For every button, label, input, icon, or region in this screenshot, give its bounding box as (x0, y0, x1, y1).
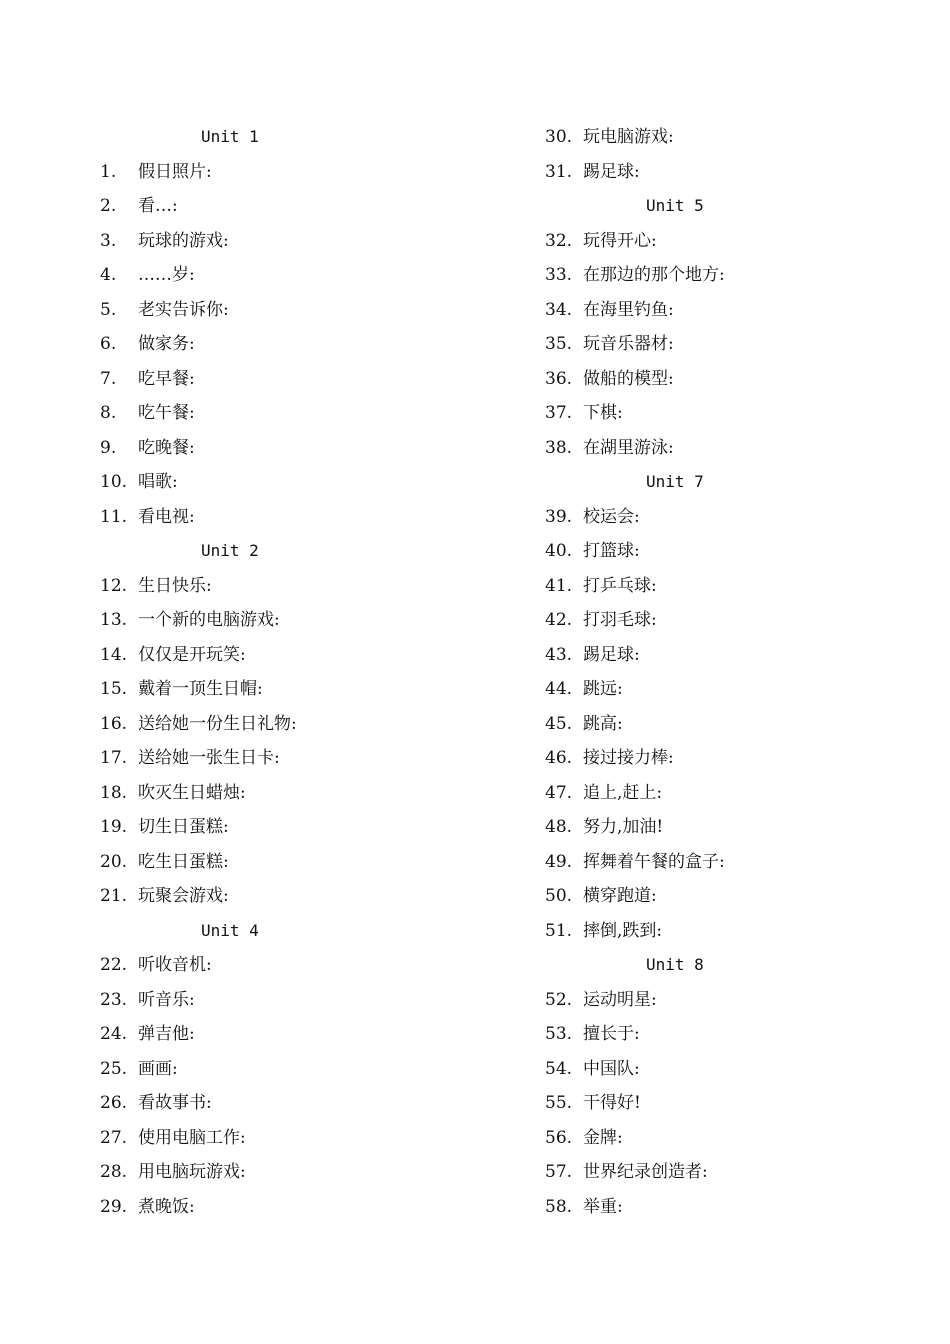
item-number: 19. (100, 817, 128, 837)
item-text: 打乒乓球: (583, 575, 657, 596)
item-text: 世界纪录创造者: (583, 1162, 708, 1182)
item-text: 唱歌: (138, 472, 178, 492)
item-text: 摔倒,跌到: (583, 920, 663, 941)
item-number: 50. (545, 886, 573, 906)
vocab-item (545, 293, 925, 328)
item-text: 举重: (583, 1196, 623, 1217)
unit-heading: Unit 1 (201, 127, 259, 146)
item-text: 看故事书: (138, 1093, 212, 1113)
vocab-item (100, 672, 500, 707)
item-text: 使用电脑工作: (138, 1127, 246, 1148)
item-text: 在湖里游泳: (583, 437, 674, 458)
left-column (100, 120, 500, 1224)
item-text: 老实告诉你: (138, 299, 229, 320)
item-text: 吃晚餐: (138, 437, 195, 458)
unit-heading: Unit 7 (646, 472, 704, 491)
item-text: 校运会: (583, 506, 640, 527)
item-text: 看电视: (138, 506, 195, 527)
item-number: 22. (100, 955, 128, 975)
item-text: 跳远: (583, 679, 623, 699)
vocab-item (100, 603, 500, 638)
item-number: 44. (545, 679, 573, 699)
vocab-item (100, 327, 500, 362)
item-number: 36. (545, 368, 573, 389)
vocab-item (100, 293, 500, 328)
vocab-item (100, 500, 500, 535)
vocab-item (545, 258, 925, 293)
item-text: 做家务: (138, 334, 195, 354)
item-number: 15. (100, 679, 128, 699)
item-number: 48. (545, 817, 573, 837)
vocab-item (100, 1017, 500, 1052)
item-text: ……岁: (138, 265, 195, 285)
vocab-item (100, 1190, 500, 1225)
item-text: 送给她一张生日卡: (138, 748, 280, 768)
item-number: 52. (545, 989, 573, 1010)
item-number: 57. (545, 1162, 573, 1182)
item-number: 35. (545, 334, 573, 354)
vocab-item (545, 707, 925, 742)
item-number: 41. (545, 575, 573, 596)
vocab-item (100, 879, 500, 914)
vocab-item (545, 569, 925, 604)
item-text: 踢足球: (583, 161, 640, 182)
item-text: 假日照片: (138, 161, 212, 182)
vocab-item (545, 845, 925, 880)
item-text: 吃午餐: (138, 403, 195, 423)
item-number: 29. (100, 1196, 128, 1217)
vocab-item (100, 258, 500, 293)
vocab-item (100, 155, 500, 190)
item-number: 47. (545, 782, 573, 803)
vocab-item (100, 810, 500, 845)
item-text: 干得好! (583, 1093, 641, 1113)
item-number: 58. (545, 1196, 573, 1217)
vocab-item (545, 741, 925, 776)
item-number: 9. (100, 437, 117, 458)
vocab-item (545, 500, 925, 535)
item-number: 6. (100, 334, 117, 354)
item-number: 56. (545, 1127, 573, 1148)
item-text: 用电脑玩游戏: (138, 1162, 246, 1182)
item-number: 5. (100, 299, 117, 320)
item-text: 在那边的那个地方: (583, 265, 725, 285)
item-number: 2. (100, 196, 117, 216)
item-text: 打羽毛球: (583, 610, 657, 630)
item-text: 擅长于: (583, 1024, 640, 1044)
item-number: 53. (545, 1024, 573, 1044)
item-number: 1. (100, 161, 117, 182)
item-number: 3. (100, 230, 117, 251)
item-text: 画画: (138, 1058, 178, 1079)
item-text: 玩得开心: (583, 230, 657, 251)
vocab-item (100, 1155, 500, 1190)
vocab-item (545, 396, 925, 431)
vocab-item (545, 1190, 925, 1225)
vocab-item (545, 1052, 925, 1087)
item-number: 34. (545, 299, 573, 320)
item-text: 吹灭生日蜡烛: (138, 782, 246, 803)
item-text: 送给她一份生日礼物: (138, 713, 297, 734)
unit-heading: Unit 4 (201, 920, 259, 940)
item-text: 做船的模型: (583, 368, 674, 389)
vocab-item (545, 1017, 925, 1052)
unit-heading: Unit 8 (646, 955, 704, 974)
item-number: 12. (100, 575, 128, 596)
item-number: 26. (100, 1093, 128, 1113)
vocab-item (545, 638, 925, 673)
item-text: 仅仅是开玩笑: (138, 644, 246, 665)
vocab-item (545, 1155, 925, 1190)
vocab-item (545, 155, 925, 190)
vocab-item (100, 362, 500, 397)
item-text: 下棋: (583, 403, 623, 423)
item-text: 横穿跑道: (583, 886, 657, 906)
item-text: 运动明星: (583, 989, 657, 1010)
vocab-item (100, 983, 500, 1018)
item-text: 弹吉他: (138, 1024, 195, 1044)
item-number: 31. (545, 161, 573, 182)
item-text: 打篮球: (583, 541, 640, 561)
vocab-item (100, 741, 500, 776)
item-number: 38. (545, 437, 573, 458)
vocab-item (545, 327, 925, 362)
vocab-item (100, 465, 500, 500)
item-text: 在海里钓鱼: (583, 299, 674, 320)
vocab-item (100, 224, 500, 259)
right-column (545, 120, 925, 1224)
item-number: 28. (100, 1162, 128, 1182)
item-number: 54. (545, 1058, 573, 1079)
vocab-item (100, 431, 500, 466)
item-text: 听收音机: (138, 955, 212, 975)
item-text: 吃早餐: (138, 368, 195, 389)
vocab-item (100, 1052, 500, 1087)
item-text: 追上,赶上: (583, 782, 663, 803)
vocab-item (545, 983, 925, 1018)
item-text: 吃生日蛋糕: (138, 851, 229, 872)
vocab-item (100, 1086, 500, 1121)
item-text: 玩球的游戏: (138, 230, 229, 251)
item-text: 玩聚会游戏: (138, 886, 229, 906)
vocab-item (545, 362, 925, 397)
vocab-item (545, 534, 925, 569)
item-number: 27. (100, 1127, 128, 1148)
item-number: 33. (545, 265, 573, 285)
item-number: 30. (545, 127, 573, 147)
vocab-item (100, 948, 500, 983)
item-number: 24. (100, 1024, 128, 1044)
item-number: 51. (545, 920, 573, 941)
vocab-item (100, 845, 500, 880)
item-text: 听音乐: (138, 989, 195, 1010)
unit-heading: Unit 5 (646, 196, 704, 215)
vocab-item (545, 879, 925, 914)
item-number: 21. (100, 886, 128, 906)
item-text: 切生日蛋糕: (138, 817, 229, 837)
vocab-item (100, 1121, 500, 1156)
item-number: 42. (545, 610, 573, 630)
item-text: 踢足球: (583, 644, 640, 665)
item-number: 39. (545, 506, 573, 527)
item-text: 努力,加油! (583, 817, 664, 837)
item-number: 32. (545, 230, 573, 251)
item-number: 55. (545, 1093, 573, 1113)
vocab-item (100, 569, 500, 604)
unit-heading: Unit 2 (201, 541, 259, 560)
vocab-item (545, 1121, 925, 1156)
item-text: 看…: (138, 196, 178, 216)
item-number: 18. (100, 782, 128, 803)
item-number: 13. (100, 610, 128, 630)
vocab-item (100, 396, 500, 431)
item-text: 玩电脑游戏: (583, 127, 674, 147)
item-text: 戴着一顶生日帽: (138, 679, 263, 699)
item-number: 25. (100, 1058, 128, 1079)
vocab-item (100, 638, 500, 673)
vocab-item (100, 707, 500, 742)
item-text: 一个新的电脑游戏: (138, 610, 280, 630)
vocab-item (545, 431, 925, 466)
item-text: 金牌: (583, 1127, 623, 1148)
item-text: 中国队: (583, 1058, 640, 1079)
vocab-item (545, 1086, 925, 1121)
vocab-item (545, 120, 925, 155)
item-text: 挥舞着午餐的盒子: (583, 851, 725, 872)
vocab-item (545, 776, 925, 811)
item-number: 20. (100, 851, 128, 872)
item-number: 16. (100, 713, 128, 734)
item-text: 煮晚饭: (138, 1196, 195, 1217)
item-number: 14. (100, 644, 128, 665)
vocab-item (100, 776, 500, 811)
item-number: 17. (100, 748, 128, 768)
item-number: 4. (100, 265, 117, 285)
item-number: 37. (545, 403, 573, 423)
item-number: 49. (545, 851, 573, 872)
vocab-item (545, 224, 925, 259)
vocab-item (545, 914, 925, 949)
item-number: 43. (545, 644, 573, 665)
vocab-item (545, 672, 925, 707)
item-number: 10. (100, 472, 128, 492)
item-number: 8. (100, 403, 117, 423)
item-text: 跳高: (583, 713, 623, 734)
vocab-item (100, 189, 500, 224)
item-text: 接过接力棒: (583, 748, 674, 768)
item-number: 46. (545, 748, 573, 768)
item-number: 23. (100, 989, 128, 1010)
vocab-item (545, 810, 925, 845)
item-number: 45. (545, 713, 573, 734)
item-text: 玩音乐器材: (583, 334, 674, 354)
item-text: 生日快乐: (138, 575, 212, 596)
vocab-item (545, 603, 925, 638)
item-number: 11. (100, 506, 128, 527)
item-number: 7. (100, 368, 117, 389)
item-number: 40. (545, 541, 573, 561)
